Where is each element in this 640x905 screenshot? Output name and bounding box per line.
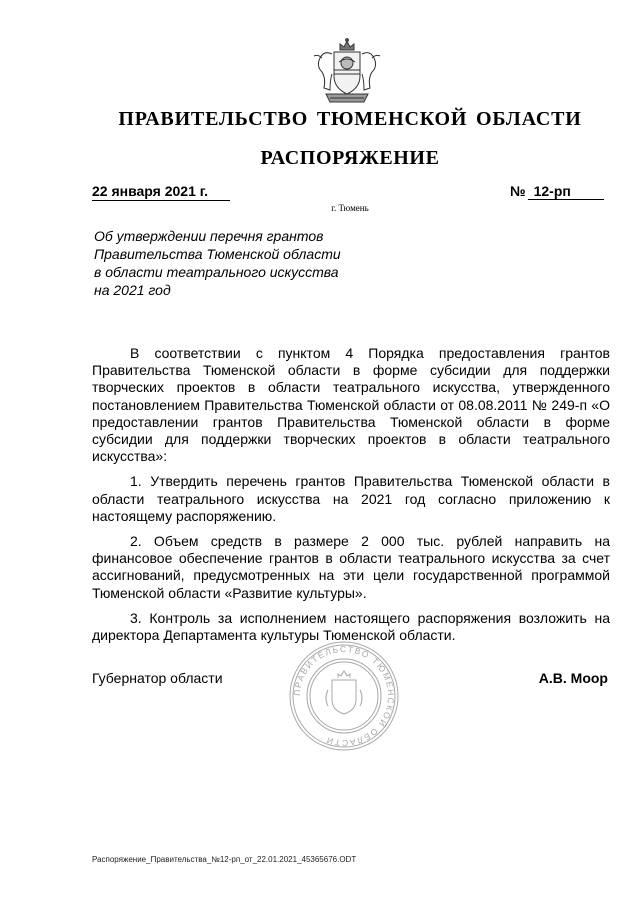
official-seal-icon — [288, 640, 400, 752]
government-title: ПРАВИТЕЛЬСТВО ТЮМЕНСКОЙ ОБЛАСТИ — [118, 108, 582, 130]
body-preamble: В соответствии с пунктом 4 Порядка предоставления грантов Правительства Тюменской области в форме субсидии для поддержки творческих проектов в области театрального искусства, утвержденного постановлением Правительства Тюменской области от 08.08.2011 № 249-п «О предоставлении грантов Правительства Тюменской области в форме субсидии для поддержки творческих проектов в области театрального искусства»: — [92, 345, 610, 465]
document-type: РАСПОРЯЖЕНИЕ — [260, 147, 440, 169]
document-number — [510, 183, 604, 201]
body-item-1: 1. Утвердить перечень грантов Правительства Тюменской области в области театрального искусства на 2021 год согласно приложению к настоящему распоряжению. — [92, 473, 610, 524]
subject-line: на 2021 год — [94, 282, 171, 298]
subject-line: Об утверждении перечня грантов — [94, 228, 324, 244]
coat-of-arms-icon — [306, 36, 388, 108]
body-item-2: 2. Объем средств в размере 2 000 тыс. рублей направить на финансовое обеспечение грантов в области театрального искусства за счет ассигнований, предусмотренных на эти цели государственной программой Тюменской области «Развитие культуры». — [92, 533, 610, 601]
seal-text: ПРАВИТЕЛЬСТВО ТЮМЕНСКОЙ ОБЛАСТИ — [291, 643, 397, 749]
document-city: г. Тюмень — [331, 203, 369, 213]
footer-filename: Распоряжение_Правительства_№12-рп_от_22.01.2021_45365676.ODT — [92, 855, 357, 864]
subject-line: Правительства Тюменской области — [94, 246, 341, 262]
number-sign: № — [510, 183, 526, 199]
subject-line: в области театрального искусства — [94, 264, 339, 280]
signatory-name: А.В. Моор — [538, 670, 608, 686]
svg-text:ПРАВИТЕЛЬСТВО ТЮМЕНСКОЙ ОБЛАСТ — [292, 644, 396, 748]
signatory-position: Губернатор области — [92, 670, 223, 686]
document-date: 22 января 2021 г. — [92, 183, 230, 201]
body-item-3: 3. Контроль за исполнением настоящего распоряжения возложить на директора Департамента культуры Тюменской области. — [92, 609, 610, 644]
document-subject — [94, 227, 394, 299]
document-body — [92, 345, 610, 652]
number-value: 12-рп — [528, 183, 604, 200]
